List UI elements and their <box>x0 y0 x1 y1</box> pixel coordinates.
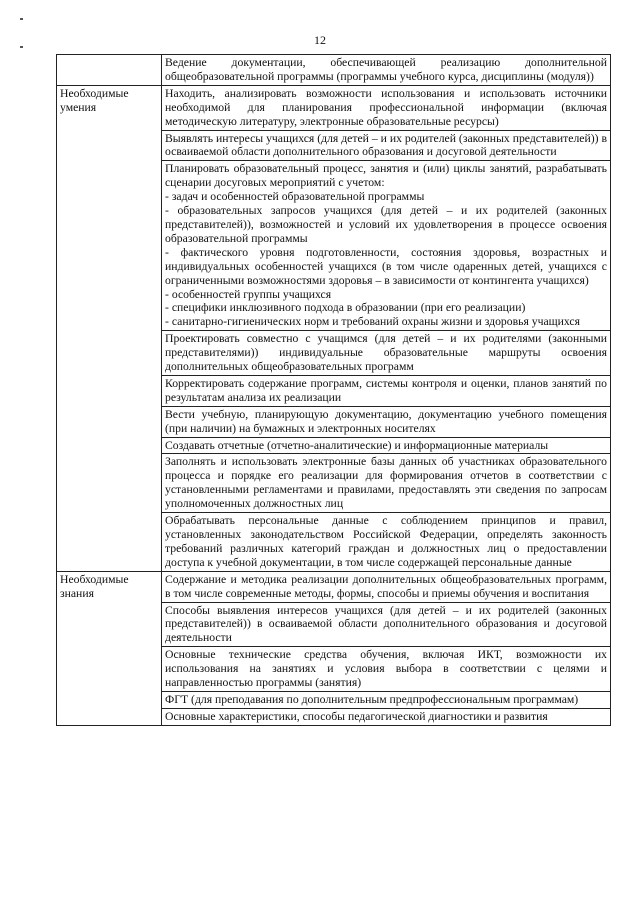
table-row <box>57 571 611 602</box>
list-item: - задач и особенностей образовательной программы <box>165 190 425 204</box>
content-cell <box>162 602 611 647</box>
list-item: - специфики инклюзивного подхода в образовании (при его реализации) <box>165 301 526 315</box>
cell-text: Содержание и методика реализации дополнительных общеобразовательных программ, в том числе современные методы, формы, способы и приемы обучения и воспитания <box>165 572 607 600</box>
scan-mark <box>20 18 23 20</box>
table-row <box>57 85 611 130</box>
table-row <box>57 55 611 86</box>
content-cell <box>162 513 611 572</box>
section-label: Необходимые умения <box>57 85 162 571</box>
content-cell <box>162 55 611 86</box>
content-cell <box>162 571 611 602</box>
content-cell <box>162 161 611 331</box>
content-cell <box>162 437 611 454</box>
cell-text: Заполнять и использовать электронные базы данных об участниках образовательного процесса и порядке его реализации для формирования отчетов в соответствии с установленными регламентами и правилами, предоставлять эти сведения по запросам уполномоченных должностных лиц <box>165 455 607 511</box>
list-item: - фактического уровня подготовленности, состояния здоровья, возрастных и индивидуальных особенностей учащихся (в том числе одаренных детей, учащихся с ограниченными возможностями здоровья – в зависимости от контингента учащихся) <box>165 245 607 287</box>
list-item: - образовательных запросов учащихся (для детей – и их родителей (законных представителей)), возможностей и условий их удовлетворения в процессе освоения образовательной программы <box>165 204 607 245</box>
cell-text: Выявлять интересы учащихся (для детей – и их родителей (законных представителей)) в осваиваемой области дополнительного образования и досуговой деятельности <box>165 131 607 159</box>
cell-text: Основные характеристики, способы педагогической диагностики и развития <box>165 709 548 723</box>
cell-text: Способы выявления интересов учащихся (для детей – и их родителей (законных представителей)) в осваиваемой области дополнительного образования и досуговой деятельности <box>165 603 607 645</box>
cell-text: Создавать отчетные (отчетно-аналитические) и информационные материалы <box>165 438 549 452</box>
content-cell <box>162 406 611 437</box>
cell-text: Ведение документации, обеспечивающей реализацию дополнительной общеобразовательной программы (программы учебного курса, дисциплины (модуля)) <box>165 56 607 83</box>
content-cell <box>162 708 611 725</box>
requirements-table <box>56 54 611 726</box>
cell-text: Корректировать содержание программ, системы контроля и оценки, планов занятий по результатам анализа их реализации <box>165 376 607 404</box>
content-cell <box>162 691 611 708</box>
list-item: - санитарно-гигиенических норм и требований охраны жизни и здоровья учащихся <box>165 315 580 329</box>
content-cell <box>162 130 611 161</box>
list-item: - особенностей группы учащихся <box>165 287 332 301</box>
content-cell <box>162 647 611 692</box>
cell-text: Находить, анализировать возможности использования и использовать источники необходимой для планирования профессиональной информации (включая методическую литературу, электронные образовательные ресурсы) <box>165 86 607 128</box>
section-label <box>57 55 162 86</box>
page-number: 12 <box>314 33 326 47</box>
cell-text: Основные технические средства обучения, включая ИКТ, возможности их использования на занятиях и условия выбора в соответствии с целями и направленностью программы (занятия) <box>165 648 607 690</box>
content-cell <box>162 454 611 513</box>
content-cell <box>162 85 611 130</box>
cell-text: Проектировать совместно с учащимся (для детей – и их родителями (законными представителями)) индивидуальные образовательные маршруты освоения дополнительных общеобразовательных программ <box>165 332 607 374</box>
section-label: Необходимые знания <box>57 571 162 725</box>
content-cell <box>162 375 611 406</box>
content-cell <box>162 331 611 376</box>
cell-text: ФГТ (для преподавания по дополнительным предпрофессиональным программам) <box>165 692 579 706</box>
cell-text: Вести учебную, планирующую документацию, документацию учебного помещения (при наличии) на бумажных и электронных носителях <box>165 407 607 435</box>
cell-text: Обрабатывать персональные данные с соблюдением принципов и правил, установленных законодательством Российской Федерации, определять законность требований различных категорий граждан и должностных лиц о предоставлении доступа к учебной документации, в том числе содержащей персональные данные <box>165 514 607 569</box>
cell-text: Планировать образовательный процесс, занятия и (или) циклы занятий, разрабатывать сценарии досуговых мероприятий с учетом: <box>165 162 607 190</box>
